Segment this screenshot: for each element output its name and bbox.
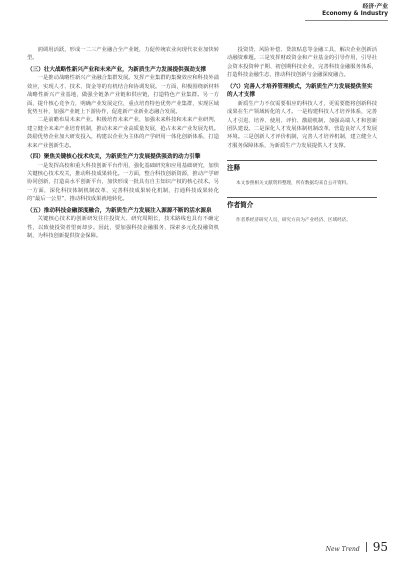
box-heading: 注释 — [227, 160, 377, 173]
right-column — [227, 46, 377, 224]
section-heading: （三）壮大战略性新兴产业和未来产业，为新质生产力发展提供强劲支撑 — [27, 66, 207, 73]
section-heading: （四）聚焦关键核心技术攻关，为新质生产力发展提供强劲的动力引擎 — [27, 154, 201, 161]
box-heading: 作者简介 — [227, 197, 377, 210]
page-number: 95 — [372, 540, 388, 554]
paragraph: 关键核心技术的创新研发往往投资大、研究周期长，技术路线也具有不确定性，以致使投资者望而却步。因此，要加强科技金融服务，探索多元化投融资机制，为科技创新提供资金保障。 — [27, 216, 219, 240]
paragraph: 投资贷、风险补偿、贷款贴息等金融工具，解决企业创新活动融资难题。三是发挥财政资金和产业基金的引导作用，引导社会资本投资种子期、初创期科技企业，完善科技金融服务体系，打造科技金融生态，推动科技创新与金融深度融合。 — [227, 47, 377, 79]
magazine-name: New Trend — [325, 546, 360, 553]
paragraph: 一是推动战略性新兴产业融合集群发展。发挥产业集群的集聚效应和科技外溢效应，实现人才、技术、资金等的有机结合和协调发展。一方面，积极围绕新材料战略性新兴产业基地，做强全链条产业链和供应链，打造特色产业集群。另一方面，提升核心竞争力，明确产业发展定位，重点培育特色优势产业集群，实现区域优势互补，加强产业链上下游协作，促进新产业新业态融合发展。 — [27, 75, 219, 116]
paragraph: 一是发挥高校和重大科技创新平台作用，强化基础研究和应用基础研究，加快关键核心技术攻关，推动科技成果转化。一方面，整合科技创新资源，推动产学研协同创新，打造高水平创新平台，加快形成一批具有自主知识产权的核心技术。另一方面，深化科技体制机制改革，完善科技成果转化机制，打通科技成果转化的“最后一公里”，推动科技成果就地转化。 — [27, 162, 219, 203]
footer-divider — [366, 542, 367, 552]
note-text: 本文参照相关文献资料整理，所有数据均来自公开资料。 — [236, 180, 351, 186]
page-footer — [326, 540, 388, 554]
header-divider — [305, 20, 388, 21]
section-title-cn: 经济·产业 — [362, 4, 388, 10]
section-heading: （六）完善人才培养管理模式，为新质生产力发展提供坚实的人才支撑 — [227, 83, 373, 99]
section-heading: （五）推动科技金融深度融合，为新质生产力发展注入源源不断的活水源泉 — [27, 207, 212, 214]
paragraph: 二是前瞻布局未来产业。积极培育未来产业，加强未来科技和未来产业研判，建立健全未来产业培育机制，推动未来产业高质量发展，抢占未来产业发展先机。鼓励优势企业加大研发投入，构建以企业为主体的产学研用一体化创新体系，打造未来产业创新生态。 — [27, 117, 219, 149]
section-title-en: Economy & Industry — [322, 11, 388, 17]
paragraph: 新质生产力不仅需要相应的科技人才，更需要能将创新科技成果在生产领域转化的人才。一是构建科技人才培养体系，完善人才引进、培养、使用、评价、激励机制，加强高端人才和创新团队建设。二是深化人才发展体制机制改革，营造良好人才发展环境。三是创新人才评价机制，完善人才培养机制，建立健全人才服务保障体系，为新质生产力发展提供人才支撑。 — [227, 100, 377, 149]
paragraph: 润调用活跃，形成一二三产业融合全产业链，力促传统农业向现代农业加快转型。 — [27, 47, 219, 62]
page-header — [322, 4, 388, 18]
left-column — [27, 46, 219, 241]
note-text: 作者系经济研究人员，研究方向为产业经济、区域经济。 — [236, 217, 351, 223]
